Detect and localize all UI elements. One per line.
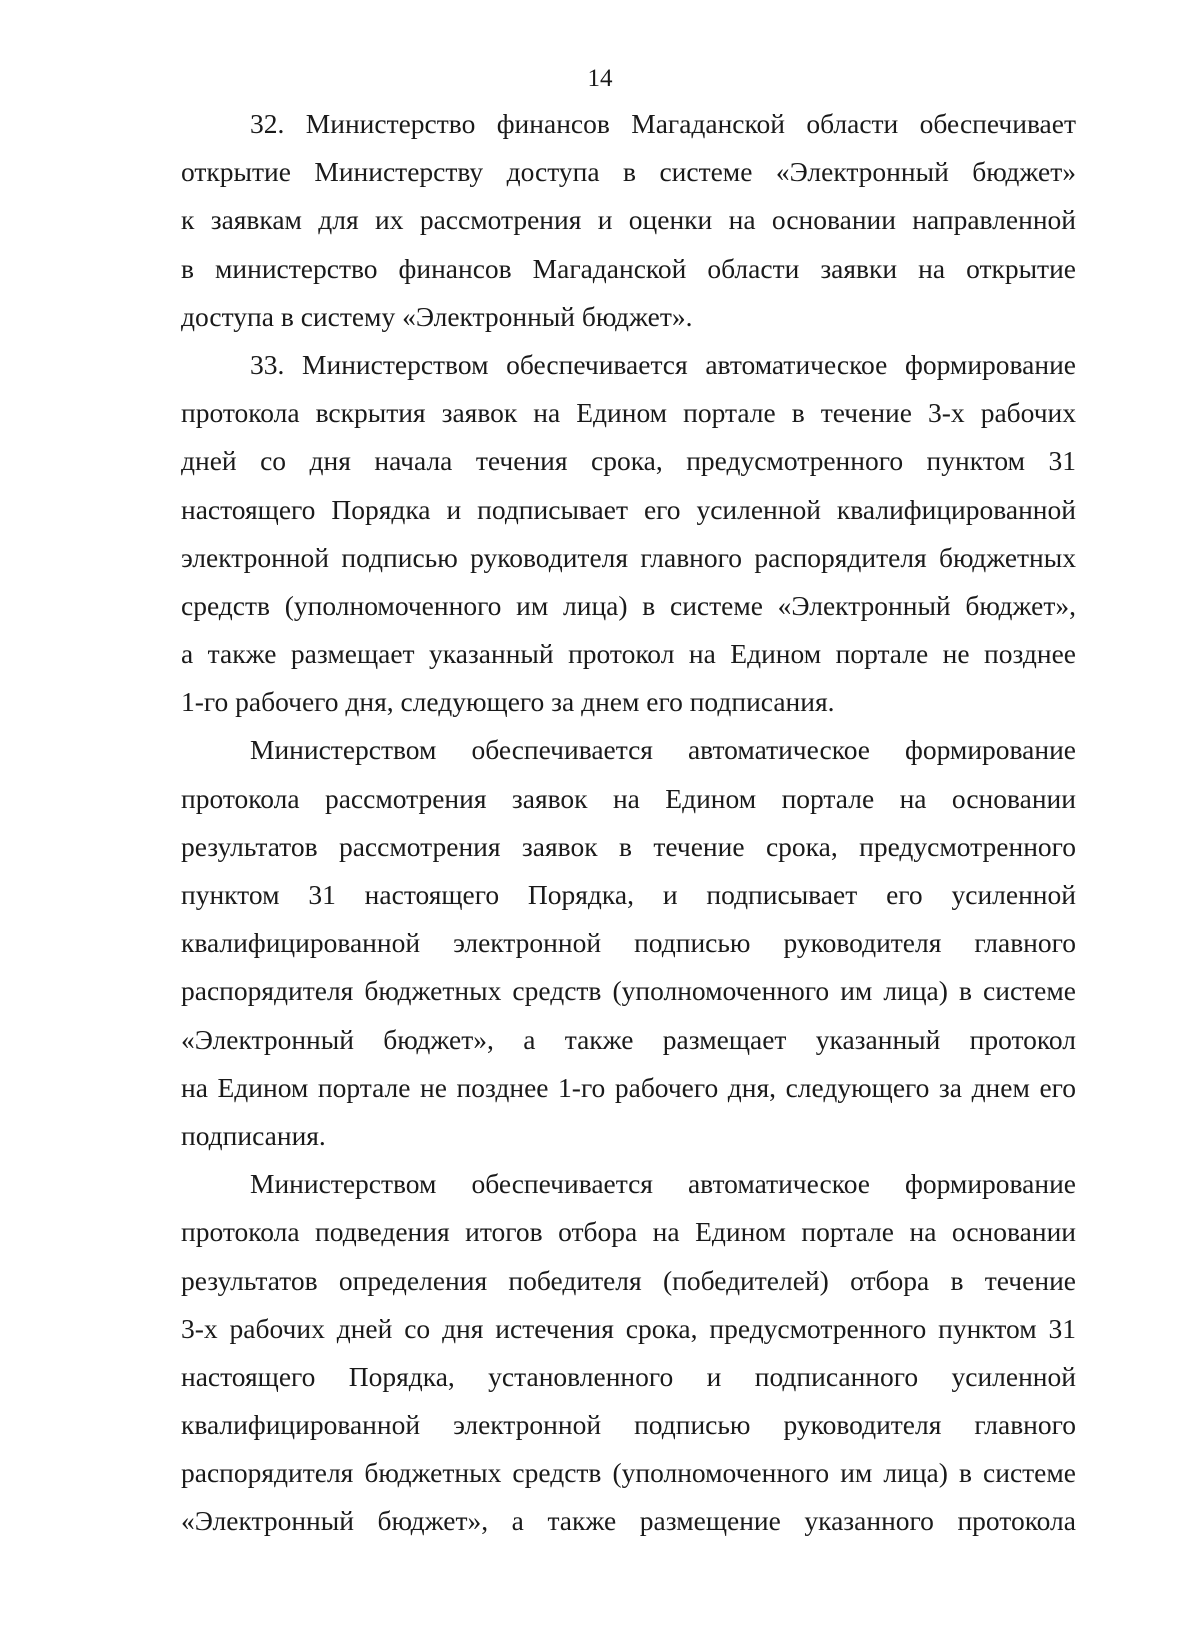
paragraph-33 — [181, 341, 1076, 727]
text-line: пунктом 31 настоящего Порядка, и подписывает его усиленной — [181, 879, 1076, 910]
text-line: а также размещает указанный протокол на Едином портале не позднее — [181, 638, 1076, 670]
document-body — [181, 100, 1076, 1546]
text-line: электронной подписью руководителя главного распорядителя бюджетных — [181, 541, 1076, 573]
text-line: квалифицированной электронной подписью руководителя главного — [181, 1409, 1076, 1441]
text-line: 32. Министерство финансов Магаданской области обеспечивает — [250, 108, 1076, 139]
paragraph-results-protocol — [181, 1160, 1076, 1546]
paragraph-review-protocol — [181, 726, 1076, 1160]
text-line: протокола вскрытия заявок на Едином портале в течение 3-х рабочих — [181, 397, 1076, 429]
text-line: настоящего Порядка, установленного и подписанного усиленной — [181, 1360, 1076, 1392]
text-line: в министерство финансов Магаданской области заявки на открытие — [181, 252, 1076, 284]
page-number: 14 — [587, 65, 613, 92]
text-line: «Электронный бюджет», а также размещает указанный протокол — [181, 1023, 1076, 1055]
text-line: 1-го рабочего дня, следующего за днем его подписания. — [181, 686, 835, 718]
text-line: распорядителя бюджетных средств (уполномоченного им лица) в системе — [181, 975, 1076, 1007]
text-line: к заявкам для их рассмотрения и оценки на основании направленной — [181, 204, 1076, 236]
text-line: протокола подведения итогов отбора на Едином портале на основании — [181, 1216, 1076, 1248]
text-line: квалифицированной электронной подписью руководителя главного — [181, 927, 1076, 959]
text-line: 33. Министерством обеспечивается автоматическое формирование — [250, 348, 1076, 380]
text-line: Министерством обеспечивается автоматическое формирование — [250, 734, 1076, 766]
text-line: доступа в систему «Электронный бюджет». — [181, 300, 693, 332]
text-line: протокола рассмотрения заявок на Едином портале на основании — [181, 782, 1076, 814]
text-line: результатов рассмотрения заявок в течение срока, предусмотренного — [181, 830, 1076, 862]
text-line: на Едином портале не позднее 1-го рабочего дня, следующего за днем его — [181, 1071, 1076, 1103]
text-line: результатов определения победителя (победителей) отбора в течение — [181, 1264, 1076, 1296]
text-line: средств (уполномоченного им лица) в системе «Электронный бюджет», — [181, 589, 1076, 621]
text-line: распорядителя бюджетных средств (уполномоченного им лица) в системе — [181, 1457, 1076, 1489]
text-line: дней со дня начала течения срока, предусмотренного пунктом 31 — [181, 445, 1076, 477]
text-line: 3-х рабочих дней со дня истечения срока, предусмотренного пунктом 31 — [181, 1312, 1076, 1344]
text-line: настоящего Порядка и подписывает его усиленной квалифицированной — [181, 493, 1076, 525]
text-line: открытие Министерству доступа в системе «Электронный бюджет» — [181, 156, 1076, 188]
paragraph-32 — [181, 100, 1076, 341]
text-line: Министерством обеспечивается автоматическое формирование — [250, 1168, 1076, 1200]
text-line: «Электронный бюджет», а также размещение указанного протокола — [181, 1505, 1076, 1537]
text-line: подписания. — [181, 1119, 326, 1151]
